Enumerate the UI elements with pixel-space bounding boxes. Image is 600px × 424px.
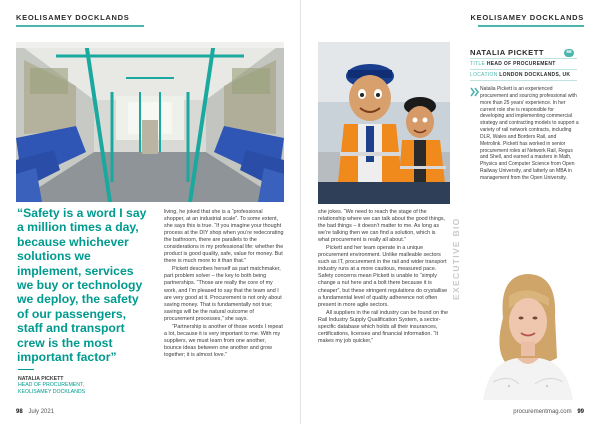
- profile-title-field: [470, 61, 556, 67]
- train-interior-image: [16, 42, 284, 202]
- body-paragraph: she jokes. “We need to reach the stage of the relationship where we can talk about the good things, the bad things – it doesn’t matter to me. As long as we’re talking then we can find a solution, which is what procurement is really all about.”: [318, 209, 446, 244]
- mascots-photo: [318, 42, 450, 204]
- website-url: procurementmag.com: [513, 409, 572, 415]
- profile-bio: Natalia Pickett is an experienced procurement and sourcing professional with more than 25 years’ experience. In her current role she is responsible for developing and implementing commercial strategy and contracting models to support a variety of rail network contracts, including DLR, Wales and Borders Rail, and Metrolink. Pickett has worked in senior procurement roles at Network Rail, Regus and Shell, and earned a masters in Math, Physics and Computer Science from Open Railway University, and latterly an MBA in management from the Open University.: [480, 86, 579, 181]
- profile-location-field: [470, 72, 570, 78]
- body-paragraph: Pickett describes herself as part matchmaker, part problem solver – the key to both being partnerships. “Those are really the core of my work, and I’m pleased to say that the team and I are very good at it. Procurement is not only about saving money. That is fundamentally not true; savings will be the natural outcome of procurement processes,” she says.: [164, 266, 282, 322]
- right-page-number: 99: [577, 409, 584, 415]
- left-page-number: 98: [16, 409, 23, 415]
- right-header: [301, 0, 600, 27]
- right-page: [300, 0, 600, 424]
- body-paragraph: “Partnership is another of those words I repeat a lot, because it is very important to me. With my suppliers, we must learn from one another, bounce ideas between one another and grow together; it is almost love.”: [164, 323, 283, 358]
- pull-quote: “Safety is a word I say a million times a day, because whichever solutions we implement, services we buy or technology we deploy, the safety of our passengers, staff and transport crew is the most important factor”: [17, 206, 147, 365]
- body-paragraph: All suppliers in the rail industry can be found on the Rail Industry Supply Qualification System, a sector-specific database which holds all their insurances, certifications, licenses and financial information. “It makes my job quicker,”: [318, 309, 448, 344]
- right-body-column: [318, 209, 448, 346]
- left-header-rule: [16, 25, 144, 27]
- left-header-title: KEOLISAMEY DOCKLANDS: [16, 13, 130, 22]
- profile-location-value: LONDON DOCKLANDS, UK: [499, 72, 571, 78]
- portrait-image: [469, 266, 585, 400]
- executive-bio-vertical-label: EXECUTIVE BIO: [451, 217, 461, 300]
- profile-divider: [470, 58, 577, 59]
- quote-attribution: [18, 376, 85, 395]
- left-body-column: [164, 209, 284, 360]
- attribution-title-line-1: HEAD OF PROCUREMENT,: [18, 382, 84, 389]
- pull-quote-rule: [18, 369, 34, 370]
- profile-title-label: TITLE: [470, 61, 486, 67]
- right-header-rule: [478, 25, 584, 27]
- left-header: [0, 0, 300, 27]
- right-header-title: KEOLISAMEY DOCKLANDS: [470, 13, 584, 22]
- mascots-image: [318, 42, 450, 204]
- train-interior-photo: [16, 42, 284, 202]
- profile-divider: [470, 69, 577, 70]
- profile-name: NATALIA PICKETT: [470, 48, 545, 57]
- profile-badge: 66: [564, 49, 574, 57]
- profile-title-value: HEAD OF PROCUREMENT: [486, 61, 556, 67]
- profile-location-label: LOCATION: [470, 72, 498, 78]
- attribution-title-line-2: KEOLISAMEY DOCKLANDS: [18, 388, 86, 395]
- profile-divider: [470, 80, 577, 81]
- double-chevron-icon: [470, 87, 479, 97]
- issue-date: July 2021: [28, 409, 55, 415]
- right-footer: [513, 409, 584, 415]
- left-footer: [16, 409, 54, 415]
- executive-portrait: [469, 266, 585, 400]
- body-paragraph: living, he joked that she is a “professional shopper, at an industrial scale”. To some extent, she says this is true. “If you imagine your thought process at the DIY shop when you’re redecorating the bathroom, there are parallels to the considerations in my professional life: whether the product is good quality, safe, value for money. But there is much more to it than that.”: [164, 209, 284, 265]
- body-paragraph: Pickett and her team operate in a unique procurement environment. Unlike malleable sectors such as IT, procurement in the rail and wider transport industry runs at a more cautious, measured pace. Safety concerns mean Pickett is unable to “simply change a nut here and a bolt there because it is cheaper”, but these stringent regulations do crystallise a fundamental level of quality adherence not often present in more agile sectors.: [318, 245, 448, 308]
- attribution-name: NATALIA PICKETT: [18, 376, 64, 382]
